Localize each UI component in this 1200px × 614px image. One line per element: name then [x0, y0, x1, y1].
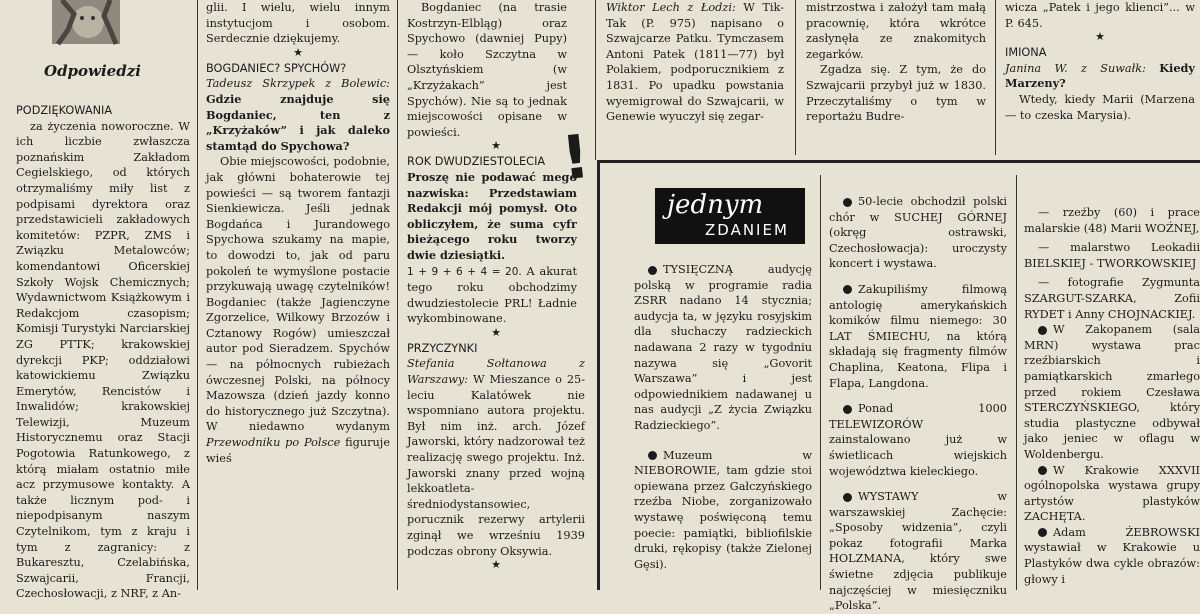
letter-text: W Mieszance o 25-leciu Kalatówek nie wspomniano autora projektu. Był nim inż. arch. Józef Jaworski, który nadzorował też realizację swego projektu. Inż. Jaworski znany przed wojną lekkoatleta-średniodystansowiec, porucznik rezerwy artylerii zginął we wrześniu 1939 podczas obrony Oksywia. — [407, 373, 586, 558]
logo-line2: ZDANIEM — [705, 221, 789, 239]
portrait-image — [52, 0, 120, 44]
letter-author: Tadeusz Skrzypek z Bolewic: — [206, 77, 390, 91]
heading-podziekowania: PODZIĘKOWANIA — [16, 104, 113, 117]
news-item: — fotografie Zygmunta SZARGUT-SZARKA, Zofii RYDET i Anny CHOJNACKIEJ. — [1024, 276, 1200, 321]
bullet-icon — [843, 198, 852, 207]
answer-text: Zgadza się. Z tym, że do Szwajcarii przybył już w 1830. Przeczytaliśmy o tym w reportażu Budre- — [806, 63, 986, 124]
heading-przyczynki: PRZYCZYNKI — [407, 341, 478, 355]
bullet-icon — [843, 493, 852, 502]
answer-text: Wtedy, kiedy Marii (Marzena — to czeska Marysia). — [1005, 92, 1195, 122]
bullet-icon — [1038, 326, 1047, 335]
news-item: 50-lecie obchodził polski chór w SUCHEJ GÓRNEJ (okręg ostrawski, Czechosłowacja): uroczysty koncert i wystawa. — [829, 195, 1007, 271]
text-podziekowania: za życzenia noworoczne. W ich liczbie zwłaszcza poznańskim Zakładom Cegielskiego, od których otrzymaliśmy miły list z podpisami dyrektora oraz przedstawicieli zakładowych komitetów: PZPR, ZMS i Związku Metalowców; komendantowi Oficerskiej Szkoły Wojsk Chemicznych; Wydawnictwom Książkowym i Redakcjom czasopism; Komisji Turystyki Narciarskiej ZG PTTK; krakowskiej dyrekcji PKP; oddziałowi katowickiemu Związku Emerytów, Rencistów i Inwalidów; krakowskiej Telewizji, Muzeum Historycznemu oraz Stacji Pogotowia Ratunkowego, z którą miałam ostatnio miłe acz przymusowe kontakty. A także licznym pod- i niepodpisanym naszym Czytelnikom, tym z kraju i tym z zagranicy: z Bukaresztu, Czelabińska, Szwajcarii, Francji, Czechosłowacji, z NRF, z An- — [16, 119, 190, 601]
bullet-icon — [1038, 466, 1047, 475]
bullet-icon — [648, 266, 657, 275]
bullet-icon — [1038, 528, 1047, 537]
letter-text: mistrzostwa i założył tam małą pracownię, która wkrótce zasłynęła ze znakomitych zegarków. — [806, 1, 986, 61]
star-separator: ★ — [293, 45, 303, 59]
letter-text: W Tik-Tak (P. 975) napisano o Szwajcarze Patku. Tymczasem Antoni Patek (1811—77) był Polakiem, podporucznikiem z 1831. Po upadku powstania wyemigrował do Szwajcarii, w Genewie wyuczył się zegar- — [606, 1, 784, 124]
guide-title: Przewodniku po Polsce — [206, 436, 341, 450]
exclamation-graphic: ! — [558, 121, 593, 195]
star-separator: ★ — [491, 325, 501, 339]
jednym-zdaniem-logo — [655, 188, 805, 244]
portrait-photo — [52, 0, 120, 44]
text-continuation: wicza „Patek i jego klienci”... w P. 645. — [1005, 1, 1195, 30]
bullet-icon — [648, 451, 657, 460]
answer-text: Obie miejscowości, podobnie, jak główni bohaterowie tej powieści — są tworem fantazji Sienkiewicza. Jeśli jednak Bogdańca i Jurandowego Spychowa szukamy na mapie, to dowodzi to, jak od paru pokoleń te wymyślone postacie przykuwają uwagę czytelników! Bogdaniec (także Jagienczyne Zgorzelice, Wilkowy Brzozów i Cztanowy Rogów) umieszczał autor pod Sieradzem. Spychów — na północnych rubieżach ówczesnej Polski, na północy Mazowsza (dzień jazdy konno do historycznego już Szczytna). W niedawno wydanym — [206, 155, 390, 434]
news-item: Zakupiliśmy filmową antologię amerykańskich komików filmu niemego: 30 LAT ŚMIECHU, na którą składają się fragmenty filmów Chaplina, Keatona, Flipa i Flapa, Langdona. — [829, 282, 1007, 390]
heading-imiona: IMIONA — [1005, 46, 1047, 60]
box-top-border — [597, 160, 1200, 163]
answer-tail: figuruje wieś — [206, 436, 390, 465]
news-item: TYSIĘCZNĄ audycję polską w programie radia ZSRR nadano 14 stycznia; audycja ta, w języku rosyjskim dla słuchaczy radzieckich nadawana 2 razy w tygodniu nazywa się „Govorit Warszawa” i jest odpowiednikiem nadawanej u nas audycji „Z życia Związku Radzieckiego”. — [634, 263, 812, 432]
star-separator: ★ — [1095, 30, 1105, 44]
letter-author: Janina W. z Suwałk: — [1005, 61, 1146, 75]
column-divider — [820, 175, 821, 590]
news-item: W Zakopanem (sala MRN) wystawa prac rzeźbiarskich i pamiątkarskich zmarłego przed rokiem Czesława STERCZYŃSKIEGO, który studia plastyczne odbywał jako jeniec w oflagu w Woldenbergu. — [1024, 323, 1200, 461]
letter-question: Proszę nie podawać mego nazwiska: Przedstawiam Redakcji mój pomysł. Oto obliczyłem, że suma cyfr bieżącego roku tworzy dwie dziesiątki. — [407, 169, 577, 262]
column-2 — [206, 0, 390, 590]
letter-question: Gdzie znajduje się Bogdaniec, ten z „Krzyżaków” i jak daleko stamtąd do Spychowa? — [206, 91, 390, 153]
column-divider — [595, 0, 596, 160]
star-separator: ★ — [491, 558, 501, 572]
jednym-column-a — [634, 262, 812, 590]
column-divider — [1016, 175, 1017, 590]
column-5 — [806, 0, 986, 150]
logo-line1: jednym — [667, 190, 764, 220]
column-divider — [197, 0, 198, 590]
text-continuation: Bogdaniec (na trasie Kostrzyn-Elbląg) oraz Spychowo (dawniej Pupy) — koło Szczytna w Olsztyńskiem (w „Krzyżakach” jest Spychów). Nie są to jednak miejscowości opisane w powieści. — [407, 1, 567, 139]
heading-rok-dwudziestolecia: ROK DWUDZIESTOLECIA — [407, 155, 546, 169]
news-item: W Krakowie XXXVII ogólnopolska wystawa grupy artystów plastyków ZACHĘTA. — [1024, 463, 1200, 524]
news-item: WYSTAWY w warszawskiej Zachęcie: „Sposoby widzenia”, czyli pokaz fotografii Marka HOLZMANA, który swe świetne zdjęcia publikuje najczęściej w miesięczniku „Polska”. — [829, 490, 1007, 613]
news-item: Adam ŻEBROWSKI wystawiał w Krakowie u Plastyków dwa cykle obrazów: głowy i — [1024, 525, 1200, 586]
news-item: — malarstwo Leokadii BIELSKIEJ - TWORKOWSKIEJ — [1024, 241, 1200, 270]
section-title: Odpowiedzi — [44, 62, 141, 80]
column-divider — [995, 0, 996, 155]
text-continuation: glii. I wielu, wielu innym instytucjom i osobom. Serdecznie dziękujemy. — [206, 1, 390, 46]
column-6 — [1005, 0, 1195, 155]
letter-author: Stefania Sołtanowa z Warszawy: — [407, 357, 585, 387]
jednym-column-c — [1024, 205, 1200, 590]
column-divider — [397, 0, 398, 590]
jednym-column-b — [829, 194, 1007, 613]
star-separator: ★ — [491, 139, 501, 153]
heading-bogdaniec: BOGDANIEC? SPYCHÓW? — [206, 61, 347, 75]
column-4 — [606, 0, 784, 150]
news-item: Muzeum w NIEBOROWIE, tam gdzie stoi opiewana przez Gałczyńskiego rzeźba Niobe, zorganizowało wystawę poświęconą temu poecie: pamiątki, bibliofilskie druki, rękopisy (także Zielonej Gęsi). — [634, 448, 812, 571]
column-3 — [407, 0, 585, 590]
news-item: — rzeźby (60) i prace malarskie (48) Marii WOŹNEJ, — [1024, 206, 1200, 235]
bullet-icon — [843, 285, 852, 294]
column-1 — [16, 101, 190, 601]
answer-text: A akurat tego roku obchodzimy dwudziestolecie PRL! Ładnie wykombinowane. — [407, 264, 578, 326]
box-left-border — [597, 160, 600, 590]
column-divider — [795, 0, 796, 155]
equation: 1 + 9 + 6 + 4 = 20. — [407, 265, 522, 278]
letter-question: Kiedy Marzeny? — [1005, 60, 1195, 91]
news-item: Ponad 1000 TELEWIZORÓW zainstalowano już w świetlicach wiejskich województwa kieleckiego. — [829, 402, 1007, 478]
bullet-icon — [843, 405, 852, 414]
letter-author: Wiktor Lech z Łodzi: — [606, 1, 736, 14]
